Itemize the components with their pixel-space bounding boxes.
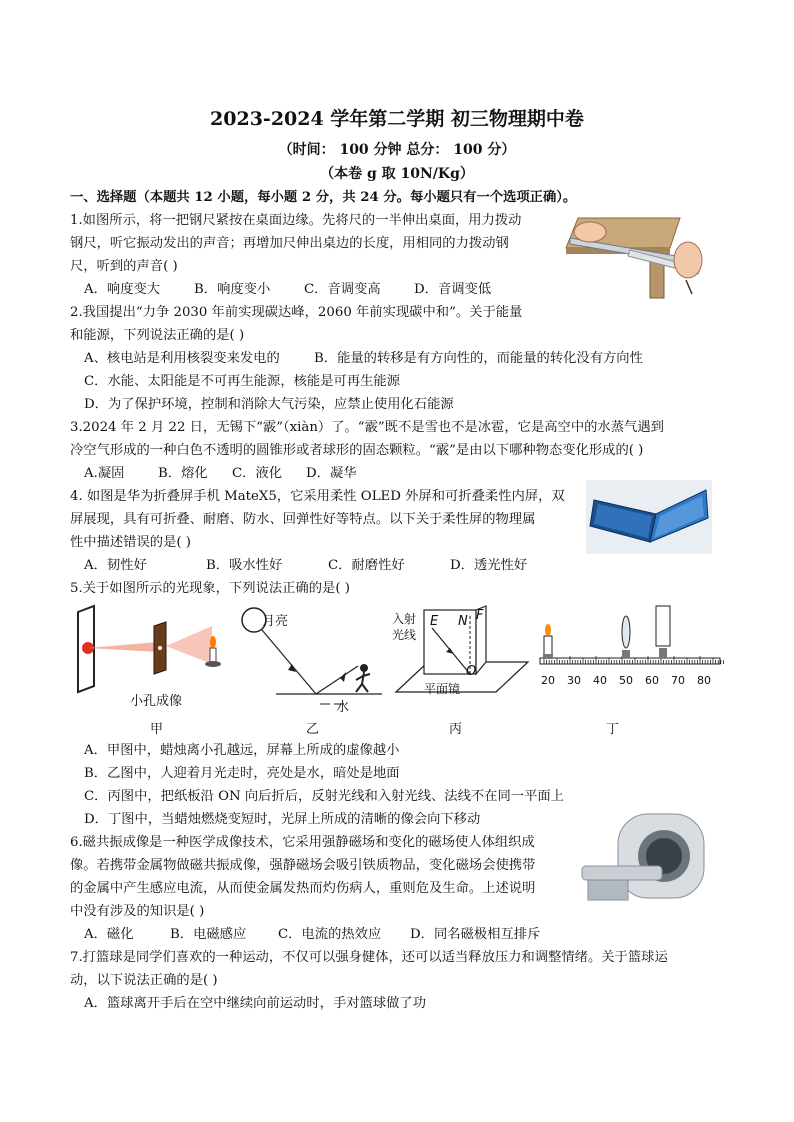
ruler-on-table-figure <box>560 208 712 300</box>
q3-option-a[interactable]: A.凝固 <box>84 466 125 481</box>
water-label: 水 <box>336 700 350 715</box>
q1-line-2: 钢尺，听它振动发出的声音；再增加尺伸出桌边的长度，用相同的力拨动钢 <box>70 236 509 251</box>
optical-bench-figure <box>536 604 724 674</box>
q3-line-1: 3.2024 年 2 月 22 日，无锡下“霰”（xiàn）了。“霰”既不是雪也不是冰雹，它是高空中的水蒸气遇到 <box>70 420 664 435</box>
q4-line-1: 4. 如图是华为折叠屏手机 MateX5，它采用柔性 OLED 外屏和可折叠柔性内屏，双 <box>70 489 565 504</box>
page-title: 2023-2024 学年第二学期 初三物理期中卷 <box>210 108 584 130</box>
q6-option-a[interactable]: A．磁化 <box>84 927 134 942</box>
q2-option-a[interactable]: A、核电站是利用核裂变来发电的 <box>84 351 280 366</box>
q5-option-b[interactable]: B．乙图中，人迎着月光走时，亮处是水，暗处是地面 <box>84 766 400 781</box>
q6-line-2: 像。若携带金属物做磁共振成像，强静磁场会吸引铁质物品，变化磁场会使携带 <box>70 858 536 873</box>
q1-option-b[interactable]: B．响度变小 <box>194 282 271 297</box>
q6-option-d[interactable]: D．同名磁极相互排斥 <box>410 927 541 942</box>
pinhole-label: 小孔成像 <box>130 694 183 709</box>
ruler-tick-60: 60 <box>645 674 659 687</box>
q5-option-c[interactable]: C．丙图中，把纸板沿 ON 向后折后，反射光线和入射光线、法线不在同一平面上 <box>84 789 564 804</box>
gravity-constant-line: （本卷 g 取 10N/Kg） <box>320 166 474 182</box>
ruler-tick-80: 80 <box>697 674 711 687</box>
q5-line-1: 5.关于如图所示的光现象，下列说法正确的是( ) <box>70 581 350 596</box>
q4-option-c[interactable]: C．耐磨性好 <box>328 558 405 573</box>
panel-jia-label: 甲 <box>150 722 164 737</box>
point-e-label: E <box>430 614 439 629</box>
q1-option-d[interactable]: D．音调变低 <box>414 282 492 297</box>
ruler-tick-70: 70 <box>671 674 685 687</box>
point-n-label: N <box>458 614 468 629</box>
ruler-tick-50: 50 <box>619 674 633 687</box>
q2-option-d[interactable]: D．为了保护环境，控制和消除大气污染，应禁止使用化石能源 <box>84 397 454 412</box>
q3-option-b[interactable]: B．熔化 <box>158 466 208 481</box>
q1-line-1: 1.如图所示，将一把钢尺紧按在桌面边缘。先将尺的一半伸出桌面，用力拨动 <box>70 213 522 228</box>
q6-line-4: 中没有涉及的知识是( ) <box>70 904 205 919</box>
q2-line-2: 和能源，下列说法正确的是( ) <box>70 328 245 343</box>
q1-line-3: 尺，听到的声音( ) <box>70 259 178 274</box>
ruler-tick-40: 40 <box>593 674 607 687</box>
q4-line-3: 性中描述错误的是( ) <box>70 535 191 550</box>
incident-label-1: 入射 <box>392 612 417 626</box>
exam-time-line: （时间： 100 分钟 总分： 100 分） <box>278 142 516 158</box>
q3-option-d[interactable]: D．凝华 <box>306 466 357 481</box>
section-heading: 一、选择题（本题共 12 小题，每小题 2 分，共 24 分。每小题只有一个选项正确）。 <box>70 190 577 205</box>
q5-option-a[interactable]: A．甲图中，蜡烛离小孔越远，屏幕上所成的虚像越小 <box>84 743 400 758</box>
moon-water-figure <box>236 604 386 714</box>
q4-options <box>84 555 527 577</box>
panel-yi-label: 乙 <box>306 722 320 737</box>
q4-option-d[interactable]: D．透光性好 <box>450 558 528 573</box>
point-f-label: F <box>476 608 484 623</box>
q4-line-2: 屏展现，具有可折叠、耐磨、防水、回弹性好等特点。以下关于柔性屏的物理属 <box>70 512 536 527</box>
q6-option-c[interactable]: C．电流的热效应 <box>278 927 382 942</box>
q3-option-c[interactable]: C．液化 <box>232 466 283 481</box>
q6-option-b[interactable]: B．电磁感应 <box>170 927 247 942</box>
q7-option-a[interactable]: A．篮球离开手后在空中继续向前运动时，手对篮球做了功 <box>84 996 427 1011</box>
mirror-label: 平面镜 <box>424 682 461 696</box>
q6-line-3: 的金属中产生感应电流，从而使金属发热而灼伤病人，重则危及生命。上述说明 <box>70 881 536 896</box>
ruler-tick-30: 30 <box>567 674 581 687</box>
q4-option-a[interactable]: A．韧性好 <box>84 558 147 573</box>
q1-option-a[interactable]: A．响度变大 <box>84 282 161 297</box>
q3-options <box>84 463 357 485</box>
q1-option-c[interactable]: C．音调变高 <box>304 282 381 297</box>
incident-label-2: 光线 <box>392 628 417 642</box>
panel-bing-label: 丙 <box>449 722 463 737</box>
q5-option-d[interactable]: D．丁图中，当蜡烛燃烧变短时，光屏上所成的清晰的像会向下移动 <box>84 812 481 827</box>
q3-line-2: 冷空气形成的一种白色不透明的圆锥形或者球形的固态颗粒。“霰”是由以下哪种物态变化形成的( ) <box>70 443 644 458</box>
q7-line-2: 动，以下说法正确的是( ) <box>70 973 218 988</box>
q2-option-c[interactable]: C．水能、太阳能是不可再生能源，核能是可再生能源 <box>84 374 401 389</box>
panel-ding-label: 丁 <box>606 722 620 737</box>
q7-line-1: 7.打篮球是同学们喜欢的一种运动，不仅可以强身健体，还可以适当释放压力和调整情绪。关于篮球运 <box>70 950 668 965</box>
q4-option-b[interactable]: B．吸水性好 <box>206 558 283 573</box>
ruler-tick-20: 20 <box>541 674 555 687</box>
q2-options-row-1 <box>84 348 643 370</box>
q2-option-b[interactable]: B．能量的转移是有方向性的，而能量的转化没有方向性 <box>314 351 643 366</box>
mri-machine-figure <box>578 806 712 910</box>
q6-options <box>84 924 540 946</box>
q6-line-1: 6.磁共振成像是一种医学成像技术，它采用强静磁场和变化的磁场使人体组织成 <box>70 835 535 850</box>
point-o-label: O <box>466 664 477 679</box>
q2-line-1: 2.我国提出“力争 2030 年前实现碳达峰，2060 年前实现碳中和”。关于能量 <box>70 305 523 320</box>
q1-options <box>84 279 491 301</box>
folding-phone-figure <box>586 480 712 554</box>
moon-label: 月亮 <box>262 614 289 629</box>
